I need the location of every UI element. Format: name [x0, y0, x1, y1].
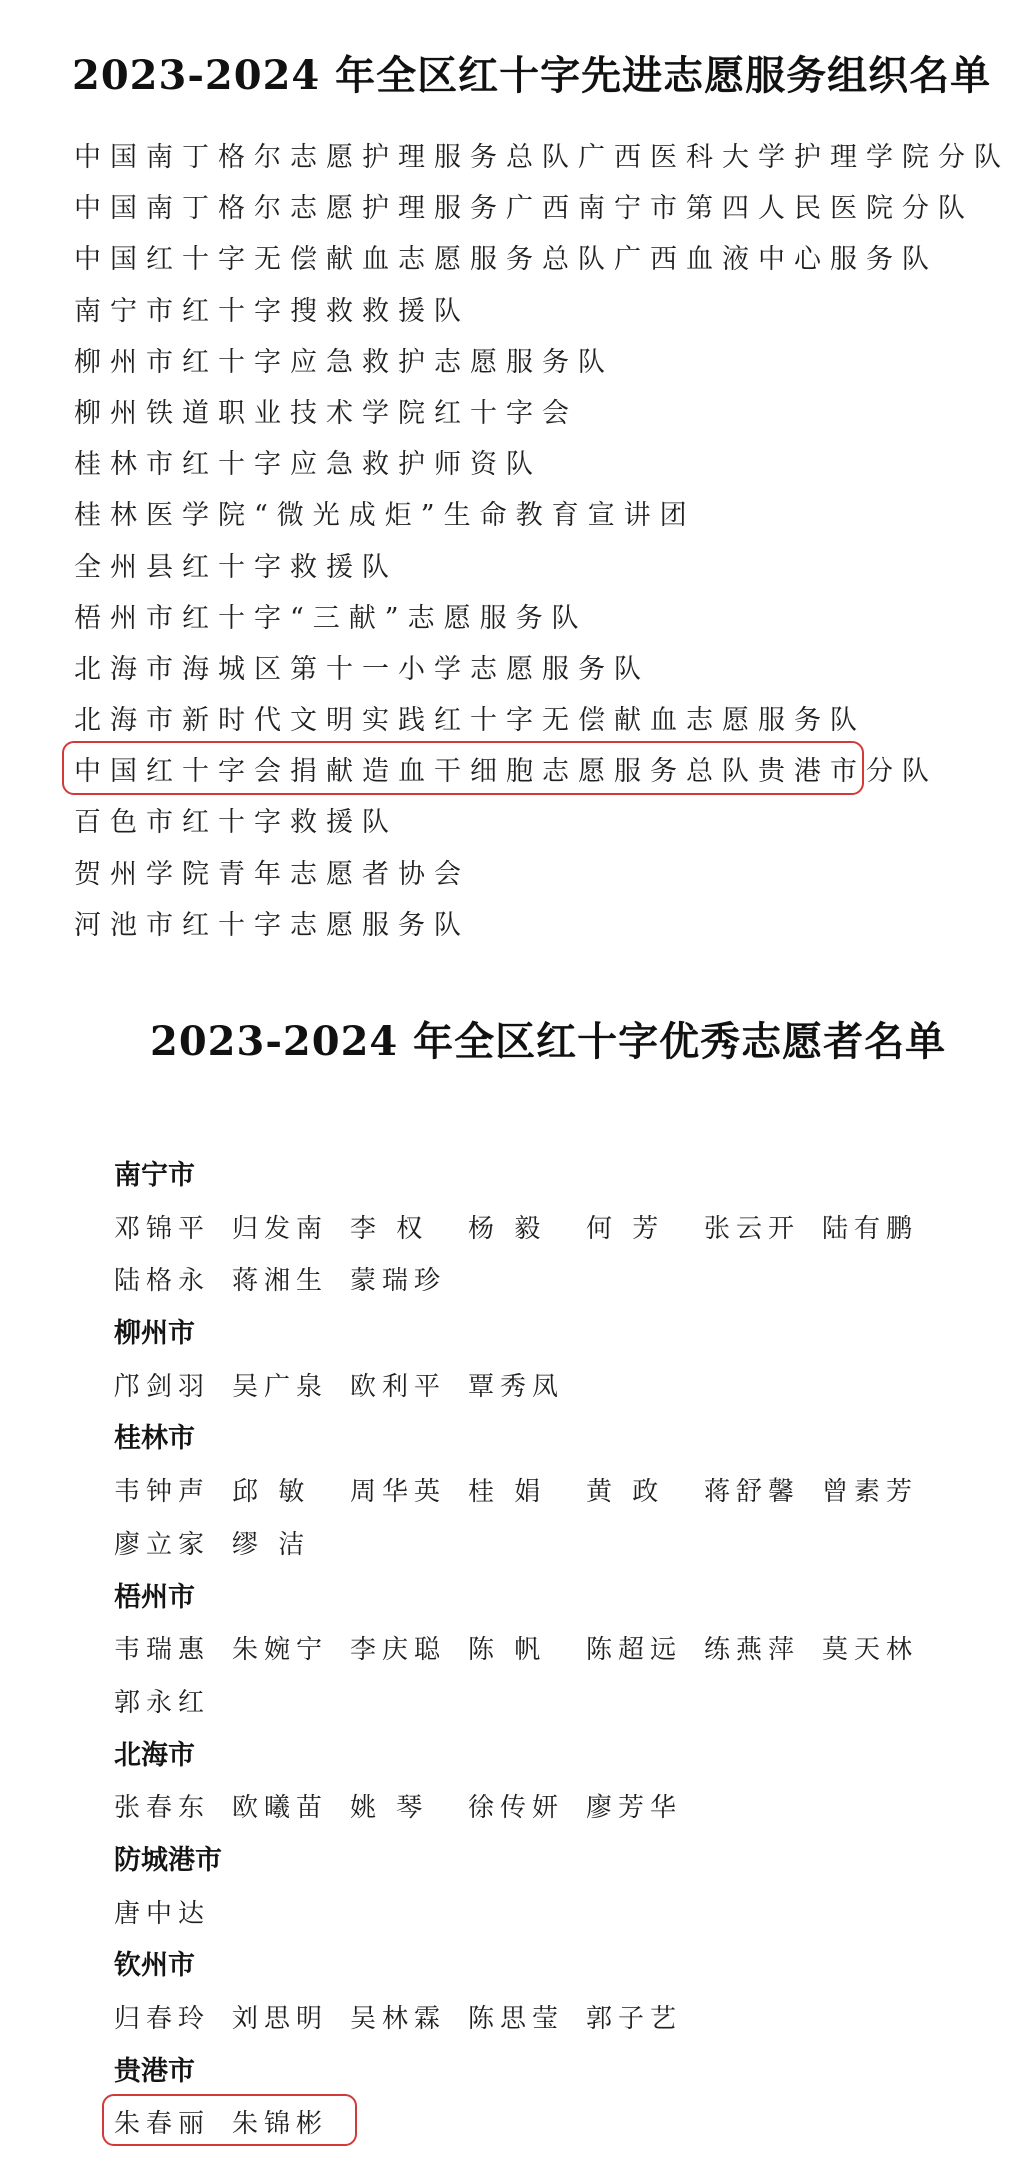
volunteer-name: 姚 琴: [350, 1793, 429, 1824]
city-block: [114, 1572, 974, 1730]
organization-item: 柳州市红十字应急救护志愿服务队: [74, 346, 614, 378]
city-name: 梧州市: [114, 1581, 195, 1613]
organization-list: [74, 132, 1010, 951]
city-block: [114, 1308, 974, 1413]
city-name: 钦州市: [114, 1950, 195, 1982]
volunteers-title: 2023-2024 年全区红十字优秀志愿者名单: [150, 1018, 947, 1065]
volunteer-name: 李庆聪: [350, 1635, 447, 1666]
organization-item: 北海市海城区第十一小学志愿服务队: [74, 653, 650, 685]
volunteer-row: [114, 1255, 974, 1308]
organization-item: 梧州市红十字“三献”志愿服务队: [74, 602, 588, 634]
volunteer-name: 张云开: [704, 1213, 801, 1244]
volunteer-name: 黄 政: [586, 1477, 665, 1508]
volunteer-name: 郭子艺: [586, 2004, 683, 2034]
volunteer-name: 周华英: [350, 1477, 447, 1508]
volunteer-name: 曾素芳: [822, 1477, 919, 1508]
volunteer-name: 唐中达: [114, 1898, 211, 1929]
volunteer-row: [114, 1782, 974, 1835]
volunteer-name: 桂 娟: [468, 1477, 547, 1508]
volunteer-row: [114, 1624, 974, 1677]
volunteer-name: 朱春丽: [114, 2109, 211, 2140]
volunteer-name: 欧曦苗: [232, 1793, 329, 1824]
volunteer-name: 吴林霖: [350, 2004, 447, 2034]
city-name: 柳州市: [114, 1318, 195, 1350]
organization-item: 中国南丁格尔志愿护理服务广西南宁市第四人民医院分队: [74, 193, 974, 225]
volunteer-name: 陈 帆: [468, 1635, 547, 1666]
volunteer-name: 陆格永: [114, 1266, 211, 1297]
volunteer-name: 何 芳: [586, 1213, 665, 1244]
volunteer-row: [114, 1888, 974, 1941]
volunteer-name: 陆有鹏: [822, 1213, 919, 1244]
volunteer-name: 蒋湘生: [232, 1266, 329, 1297]
city-name: 北海市: [114, 1739, 195, 1771]
volunteer-name: 陈超远: [586, 1635, 683, 1666]
organization-item: 河池市红十字志愿服务队: [74, 909, 470, 941]
organization-item-highlighted: 中国红十字会捐献造血干细胞志愿服务总队贵港市分队: [74, 756, 938, 788]
volunteer-name: 覃秀凤: [468, 1371, 565, 1402]
volunteer-name: 蒋舒馨: [704, 1477, 801, 1508]
volunteer-name: 归发南: [232, 1213, 329, 1244]
volunteer-name: 廖芳华: [586, 1793, 683, 1824]
volunteer-name: 缪 洁: [232, 1529, 311, 1560]
volunteer-name: 邱 敏: [232, 1477, 311, 1508]
organization-item: 桂林医学院“微光成炬”生命教育宣讲团: [74, 500, 696, 532]
volunteer-name: 欧利平: [350, 1371, 447, 1402]
organizations-title: 2023-2024 年全区红十字先进志愿服务组织名单: [72, 52, 992, 99]
volunteer-name: 归春玲: [114, 2004, 211, 2034]
volunteer-name: 练燕萍: [704, 1635, 801, 1666]
organization-highlight-box: [62, 741, 864, 795]
city-block: [114, 1940, 974, 2045]
city-name: 桂林市: [114, 1423, 195, 1455]
city-block: [114, 1413, 974, 1571]
organization-item: 中国南丁格尔志愿护理服务总队广西医科大学护理学院分队: [74, 142, 1010, 173]
city-name: 南宁市: [114, 1160, 195, 1191]
city-block: [114, 1150, 974, 1308]
volunteer-name: 朱锦彬: [232, 2109, 329, 2140]
volunteer-list: [114, 1150, 974, 2151]
volunteer-row: [114, 1677, 974, 1730]
organization-item: 贺州学院青年志愿者协会: [74, 858, 470, 890]
volunteer-name: 李 权: [350, 1213, 429, 1244]
volunteer-name: 刘思明: [232, 2004, 329, 2034]
volunteer-highlight-box: [102, 2094, 357, 2146]
volunteer-name: 廖立家: [114, 1529, 211, 1560]
volunteer-row: [114, 1361, 974, 1414]
volunteer-name: 张春东: [114, 1793, 211, 1824]
city-block: [114, 1730, 974, 1835]
volunteer-row: [114, 1519, 974, 1572]
volunteer-name: 朱婉宁: [232, 1635, 329, 1666]
volunteer-name: 蒙瑞珍: [350, 1266, 447, 1297]
organization-item: 桂林市红十字应急救护师资队: [74, 449, 542, 481]
organization-item: 北海市新时代文明实践红十字无偿献血志愿服务队: [74, 705, 866, 737]
volunteer-name: 徐传妍: [468, 1793, 565, 1824]
volunteer-name: 杨 毅: [468, 1213, 547, 1244]
volunteer-name: 韦瑞惠: [114, 1635, 211, 1666]
organization-item: 百色市红十字救援队: [74, 807, 398, 839]
volunteer-row: [114, 1993, 974, 2046]
volunteer-row: [114, 1203, 974, 1256]
city-block: [114, 1835, 974, 1940]
volunteer-row: [114, 1466, 974, 1519]
volunteer-name: 邓锦平: [114, 1213, 211, 1244]
volunteer-name: 韦钟声: [114, 1477, 211, 1508]
volunteer-name: 吴广泉: [232, 1371, 329, 1402]
volunteer-name: 陈思莹: [468, 2004, 565, 2034]
organization-item: 中国红十字无偿献血志愿服务总队广西血液中心服务队: [74, 244, 938, 276]
organization-item: 南宁市红十字搜救救援队: [74, 295, 470, 327]
volunteer-name: 莫天林: [822, 1635, 919, 1666]
volunteer-name: 邝剑羽: [114, 1371, 211, 1402]
volunteer-name: 郭永红: [114, 1687, 211, 1718]
city-name: 防城港市: [114, 1844, 222, 1876]
organization-item: 柳州铁道职业技术学院红十字会: [74, 397, 578, 429]
organization-item: 全州县红十字救援队: [74, 551, 398, 583]
city-name: 贵港市: [114, 2055, 195, 2087]
